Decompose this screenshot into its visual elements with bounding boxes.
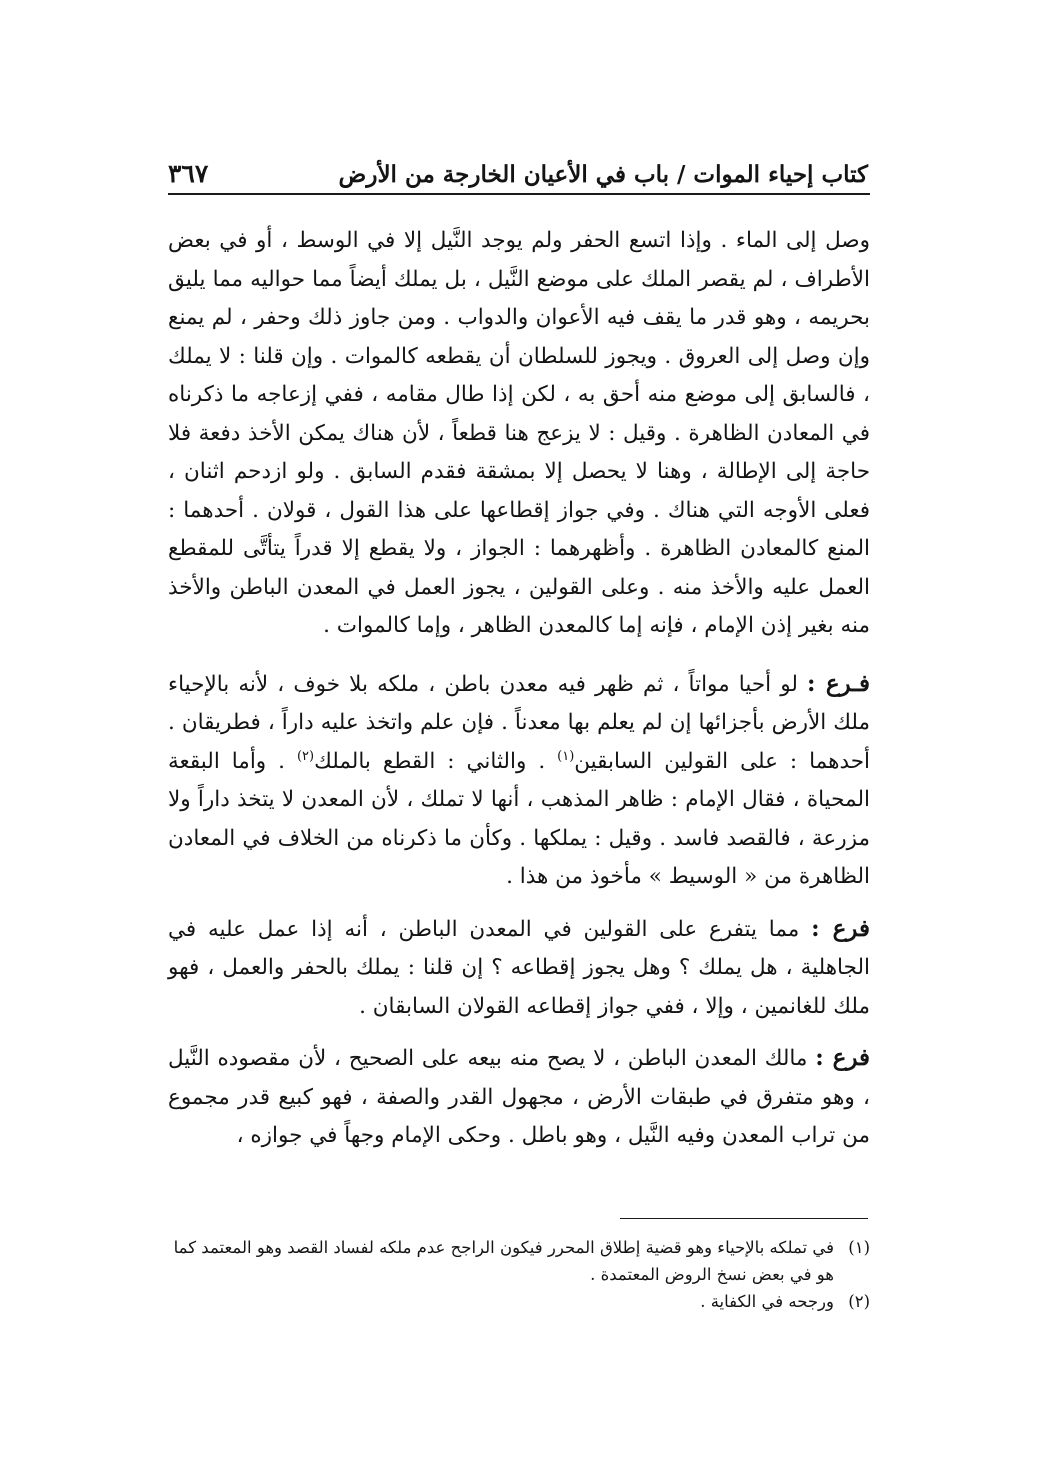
footnote-divider	[620, 1218, 868, 1219]
paragraph-1	[168, 222, 870, 646]
footnote-2-text: ورجحه في الكفاية .	[700, 1292, 834, 1311]
paragraph-4	[168, 1039, 870, 1156]
page-header	[168, 148, 868, 188]
footnote-ref-1: (١)	[557, 748, 575, 764]
paragraph-1-text: وصل إلى الماء . وإذا اتسع الحفر ولم يوجد النَّيل إلا في الوسط ، أو في بعض الأطراف ، لم يقصر الملك على موضع النَّيل ، بل يملك أيضاً مما حواليه مما يليق بحريمه ، وهو قدر ما يقف فيه الأعوان والدواب . ومن جاوز ذلك وحفر ، لم يمنع وإن وصل إلى العروق . ويجوز للسلطان أن يقطعه كالموات . وإن قلنا : لا يملك ، فالسابق إلى موضع منه أحق به ، لكن إذا طال مقامه ، ففي إزعاجه ما ذكرناه في المعادن الظاهرة . وقيل : لا يزعج هنا قطعاً ، لأن هناك يمكن الأخذ دفعة فلا حاجة إلى الإطالة ، وهنا لا يحصل إلا بمشقة فقدم السابق . ولو ازدحم اثنان ، فعلى الأوجه التي هناك . وفي جواز إقطاعها على هذا القول ، قولان . أحدهما : المنع كالمعادن الظاهرة . وأظهرهما : الجواز ، ولا يقطع إلا قدراً يتأتَّى للمقطع العمل عليه والأخذ منه . وعلى القولين ، يجوز العمل في المعدن الباطن والأخذ منه بغير إذن الإمام ، فإنه إما كالمعدن الظاهر ، وإما كالموات .	[168, 228, 870, 638]
main-text	[168, 222, 870, 1169]
footnote-2	[168, 1288, 870, 1315]
paragraph-3	[168, 910, 870, 1027]
branch-label: فـرع :	[807, 669, 870, 697]
footnote-1-number: (١)	[848, 1238, 870, 1257]
paragraph-2-text-middle: . والثاني : القطع بالملك	[314, 748, 558, 774]
paragraph-2	[168, 665, 870, 897]
paragraph-3-text: مما يتفرع على القولين في المعدن الباطن ، أنه إذا عمل عليه في الجاهلية ، هل يملك ؟ وهل يجوز إقطاعه ؟ إن قلنا : يملك بالحفر والعمل ، فهو ملك للغانمين ، وإلا ، ففي جواز إقطاعه القولان السابقان .	[168, 916, 870, 1019]
paragraph-2-text-after: . وأما البقعة المحياة ، فقال الإمام : ظاهر المذهب ، أنها لا تملك ، لأن المعدن لا يتخذ داراً ولا مزرعة ، فالقصد فاسد . وقيل : يملكها . وكأن ما ذكرناه من الخلاف في المعادن الظاهرة من « الوسيط » مأخوذ من هذا .	[168, 748, 870, 889]
footnote-1	[168, 1234, 870, 1288]
footnote-2-number: (٢)	[848, 1292, 870, 1311]
paragraph-2-text-before: لو أحيا مواتاً ، ثم ظهر فيه معدن باطن ، ملكه بلا خوف ، لأنه بالإحياء ملك الأرض بأجزائها إن لم يعلم بها معدناً . فإن علم واتخذ عليه داراً ، فطريقان . أحدهما : على القولين السابقين	[168, 671, 871, 774]
header-divider	[168, 193, 870, 195]
paragraph-4-text: مالك المعدن الباطن ، لا يصح منه بيعه على الصحيح ، لأن مقصوده النَّيل ، وهو متفرق في طبقات الأرض ، مجهول القدر والصفة ، فهو كبيع قدر مجموع من تراب المعدن وفيه النَّيل ، وهو باطل . وحكى الإمام وجهاً في جوازه ،	[168, 1046, 870, 1148]
footnote-1-text: في تملكه بالإحياء وهو قضية إطلاق المحرر فيكون الراجح عدم ملكه لفساد القصد وهو المعتمد كما هو في بعض نسخ الروض المعتمدة .	[173, 1238, 834, 1284]
branch-label: فرع :	[815, 1044, 870, 1071]
page-number: ٣٦٧	[168, 159, 209, 188]
running-title: كتاب إحياء الموات / باب في الأعيان الخارجة من الأرض	[338, 161, 868, 188]
footnote-ref-2: (٢)	[296, 748, 315, 764]
branch-label: فرع :	[811, 914, 870, 942]
footnotes	[168, 1234, 870, 1315]
